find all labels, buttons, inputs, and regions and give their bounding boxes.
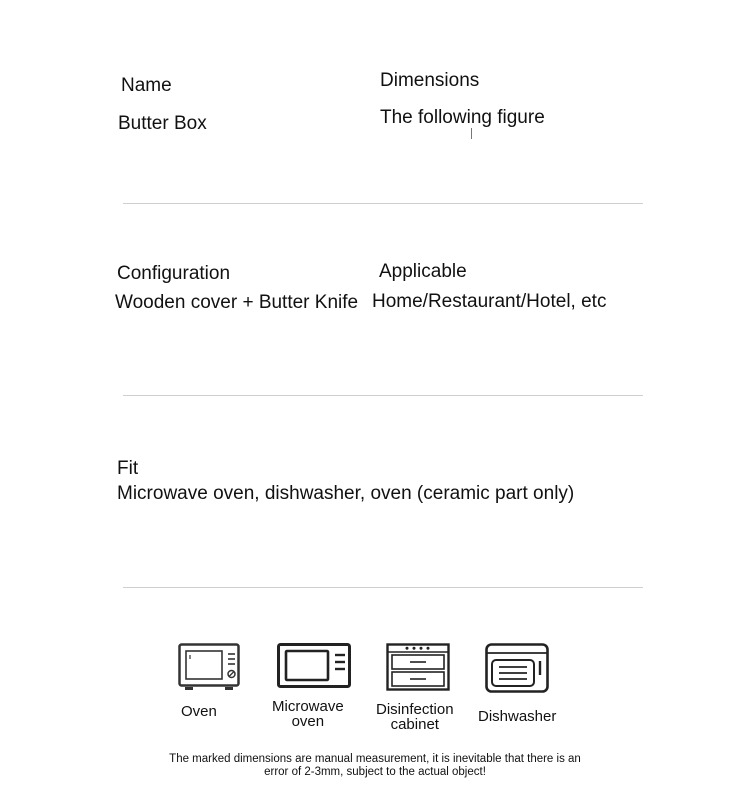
applicable-value: Home/Restaurant/Hotel, etc <box>372 291 607 312</box>
dimensions-label: Dimensions <box>380 70 480 91</box>
microwave-oven-icon <box>277 643 351 689</box>
measurement-note: The marked dimensions are manual measurement, it is inevitable that there is an error of 2-3mm, subject to the actual object! <box>169 753 581 778</box>
text-cursor <box>471 128 472 139</box>
oven-label: Oven <box>181 703 217 720</box>
microwave-oven-label: Microwave oven <box>272 698 344 730</box>
name-value: Butter Box <box>118 113 207 134</box>
divider <box>123 587 643 588</box>
dishwasher-label: Dishwasher <box>478 708 557 725</box>
dimensions-value: The following figure <box>380 107 545 128</box>
disinfection-cabinet-label: Disinfection cabinet <box>376 701 454 733</box>
dishwasher-icon <box>485 643 549 693</box>
divider <box>123 395 643 396</box>
oven-icon <box>178 643 240 691</box>
configuration-value: Wooden cover + Butter Knife <box>115 292 359 313</box>
disinfection-cabinet-icon <box>386 643 450 691</box>
name-label: Name <box>121 75 172 96</box>
fit-value: Microwave oven, dishwasher, oven (ceramic part only) <box>117 483 575 504</box>
divider <box>123 203 643 204</box>
fit-label: Fit <box>117 458 139 479</box>
applicable-label: Applicable <box>379 261 467 282</box>
configuration-label: Configuration <box>117 263 231 284</box>
